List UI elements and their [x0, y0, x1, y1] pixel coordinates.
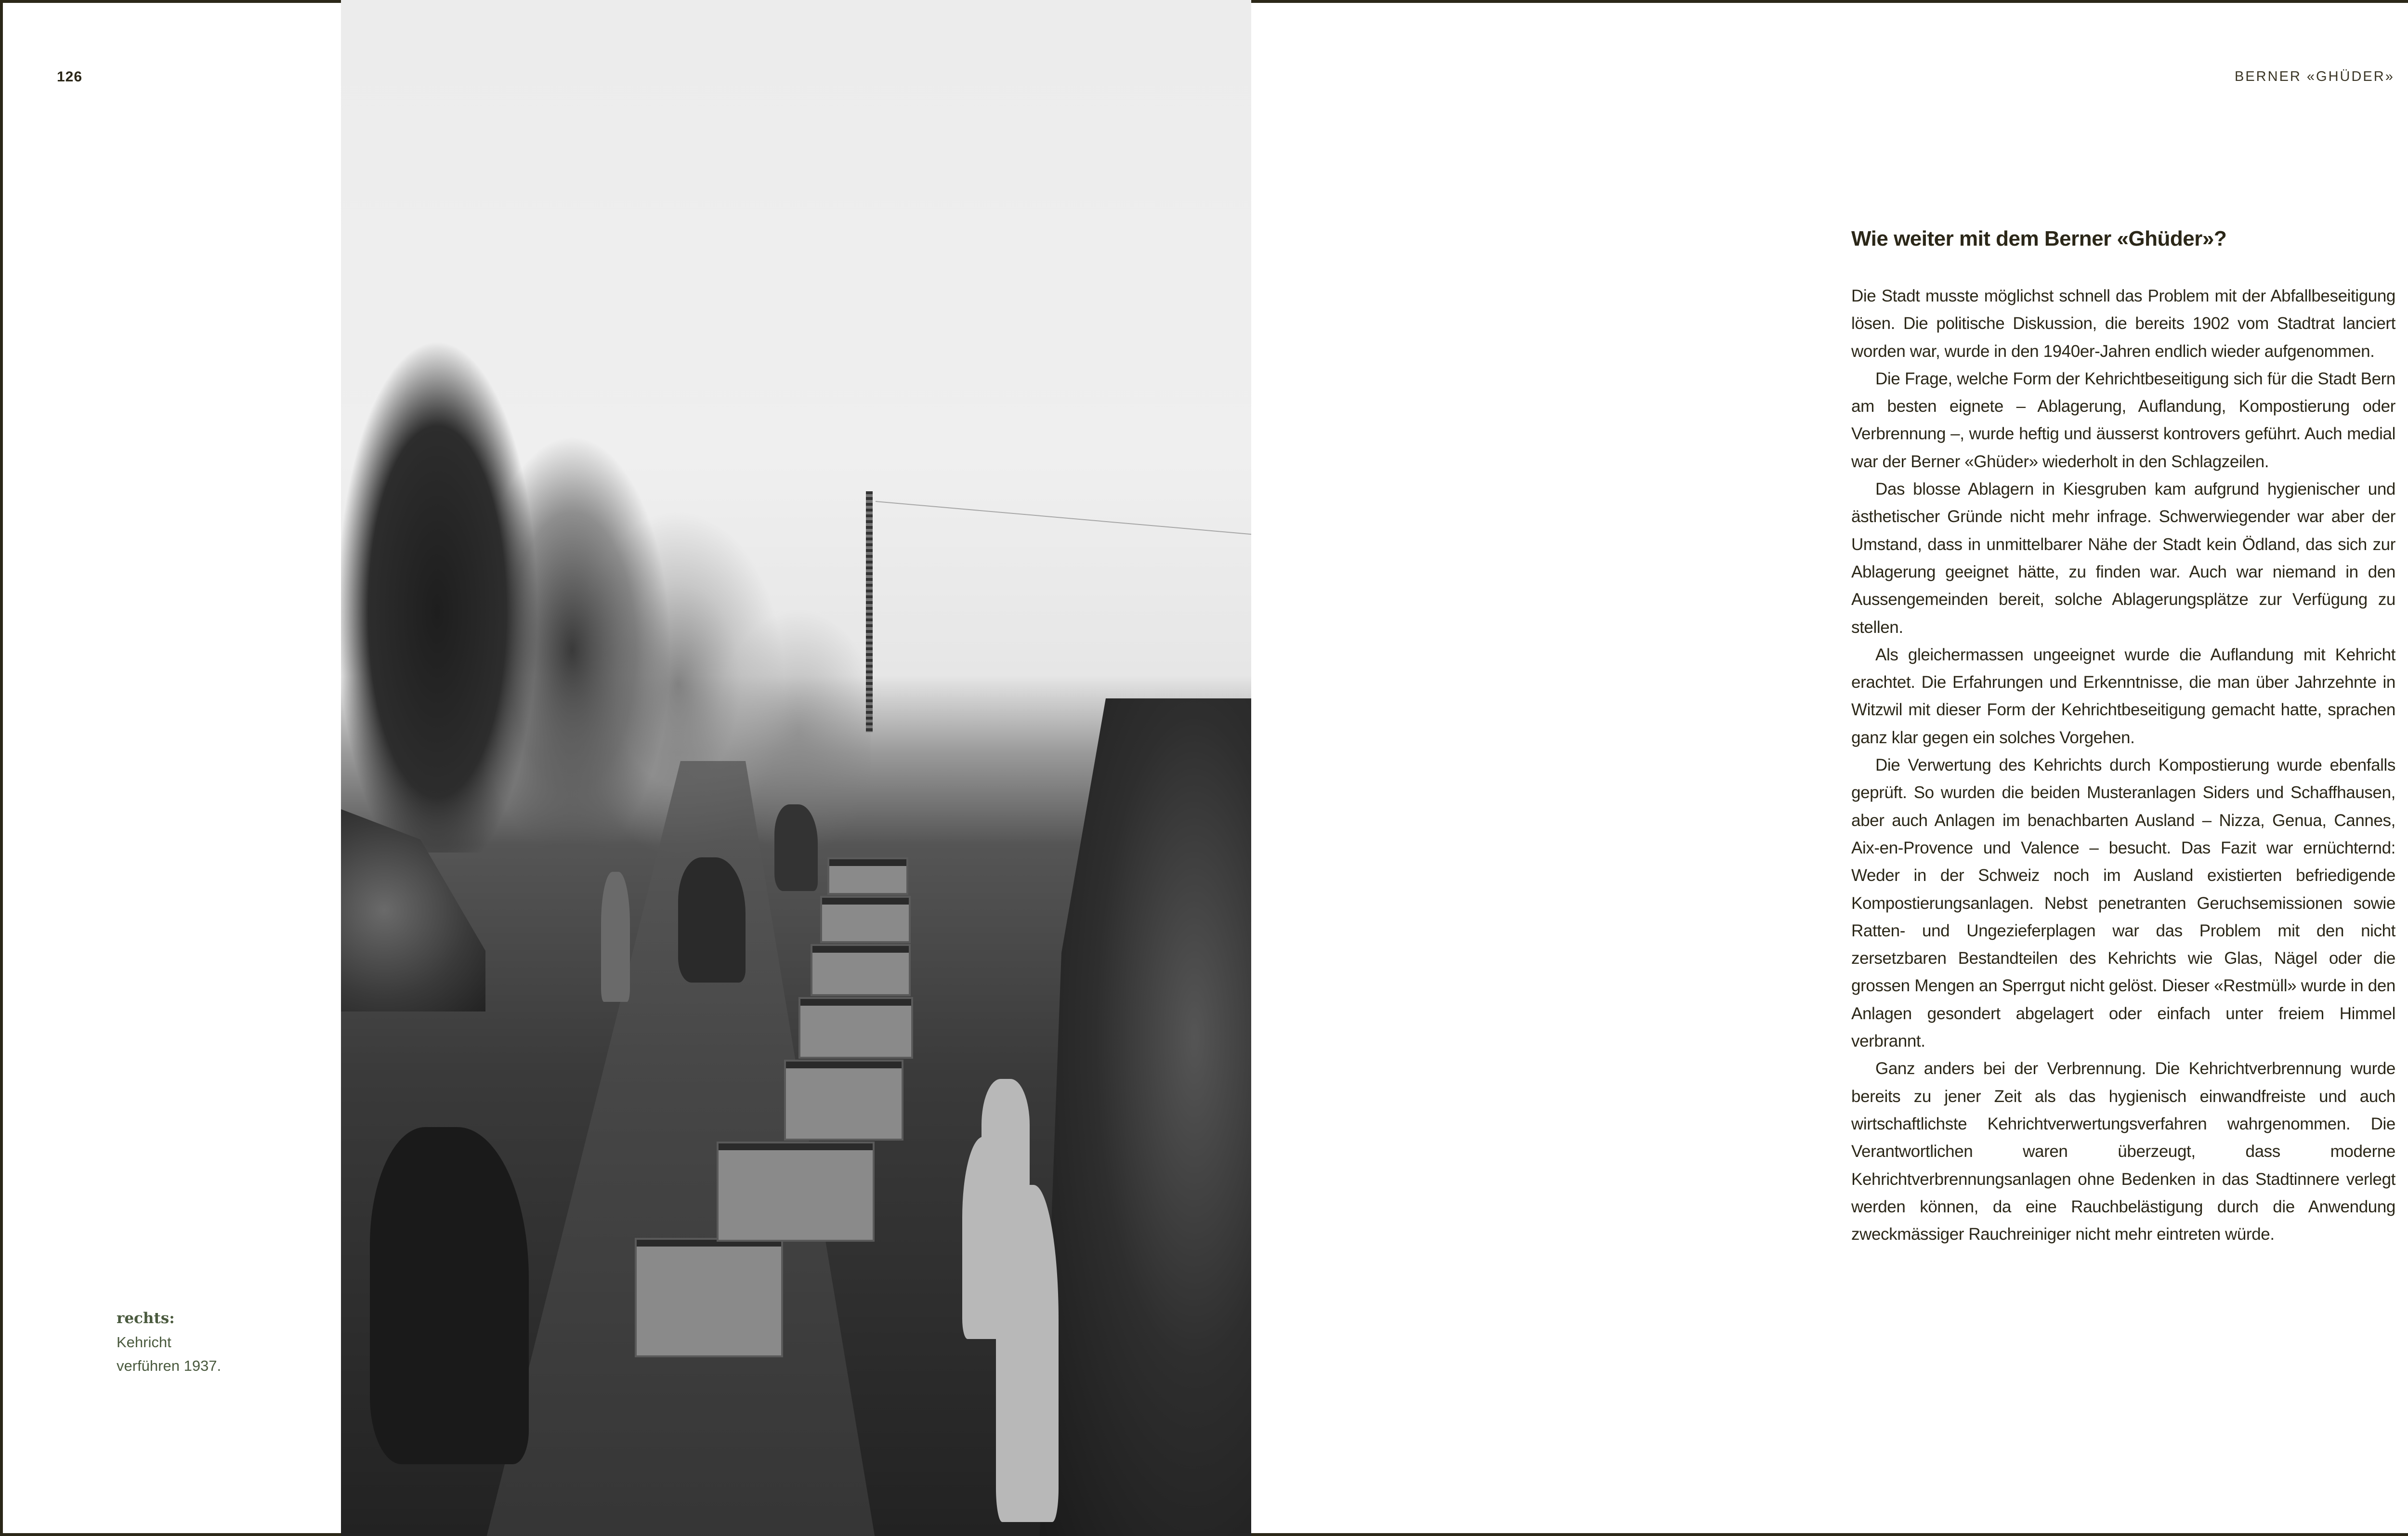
photo-trees [341, 226, 871, 853]
photo-wagon [827, 857, 908, 895]
caption-label: rechts: [117, 1310, 175, 1327]
caption-line: verführen 1937. [117, 1357, 222, 1374]
running-head: BERNER «GHÜDER» [2235, 69, 2395, 84]
photo-wagon [820, 896, 911, 943]
photo-wagon [811, 944, 911, 996]
photo-rubbish-bank [1039, 698, 1251, 1536]
photo-wagon [798, 997, 913, 1059]
article-paragraph: Das blosse Ablagern in Kiesgruben kam aufgrund hygienischer und ästhetischer Gründe nicht mehr infrage. Schwerwiegender war aber der Umstand, dass in unmittelbarer Nähe der Stadt kein Ödland, das sich zur Ablagerung geeignet hätte, zu finden war. Auch war niemand in den Aussengemeinden bereit, solche Ablagerungsplätze zur Verfügung zu stellen. [1851, 480, 2395, 637]
photo-horse [678, 857, 746, 983]
article-paragraph: Ganz anders bei der Verbrennung. Die Kehrichtverbrennung wurde bereits zu jener Zeit als das hygienisch einwandfreiste und auch wirtschaftlichste Kehrichtverwertungsverfahren wahrgenommen. Die Verantwortlichen waren überzeugt, dass moderne Kehrichtverbrennungsanlagen ohne Bedenken in das Stadtinnere verlegt werden können, da eine Rauchbelästigung durch die Anwendung zweckmässiger Rauchreiniger nicht mehr eintreten würde. [1851, 1059, 2395, 1244]
photo-wagon [635, 1238, 783, 1357]
article-paragraph: Die Verwertung des Kehrichts durch Kompostierung wurde ebenfalls geprüft. So wurden die beiden Musteranlagen Siders und Schaffhausen, aber auch Anlagen im benachbarten Ausland – Nizza, Genua, Cannes, Aix-en-Provence und Valence – besucht. Das Fazit war ernüchternd: Weder in der Schweiz noch im Ausland existierten befriedigende Kompostierungsanlagen. Nebst penetranten Geruchsemissionen sowie Ratten- und Ungezieferplagen war das Problem mit den nicht zersetzbaren Bestandteilen des Kehrichts wie Glas, Nägel oder die grossen Mengen an Sperrgut nicht gelöst. Dieser «Restmüll» wurde in den Anlagen gesondert abgelagert oder einfach unter freiem Himmel verbrannt. [1851, 756, 2395, 1051]
page-number-left: 126 [57, 69, 83, 85]
photo-electricity-mast [866, 491, 873, 732]
book-spread [3, 3, 2408, 1533]
article-paragraph: Als gleichermassen ungeeignet wurde die Auflandung mit Kehricht erachtet. Die Erfahrungen und Erkenntnisse, die man über Jahrzehnte in Witzwil mit dieser Form der Kehrichtbeseitigung gemacht hatte, sprachen ganz klar gegen ein solches Vorgehen. [1851, 645, 2395, 747]
photo-horse [774, 804, 818, 891]
photo-wagon [717, 1142, 875, 1242]
photo-wagon [784, 1060, 903, 1141]
article-heading: Wie weiter mit dem Berner «Ghüder»? [1851, 227, 2227, 250]
article-paragraph: Die Frage, welche Form der Kehrichtbeseitigung sich für die Stadt Bern am besten eignete – Ablagerung, Auflandung, Kompostierung oder Verbrennung –, wurde heftig und äusserst kontrovers geführt. Auch medial war der Berner «Ghüder» wiederholt in den Schlagzeilen. [1851, 369, 2395, 471]
article [1851, 225, 2395, 1248]
photo-caption [117, 1307, 221, 1378]
article-paragraph: Die Stadt musste möglichst schnell das Problem mit der Abfallbeseitigung lösen. Die politische Diskussion, die bereits 1902 vom Stadtrat lanciert worden war, wurde in den 1940er-Jahren endlich wieder aufgenommen. [1851, 287, 2395, 361]
photo-power-line [876, 501, 1251, 536]
photo-worker [982, 1079, 1030, 1195]
photo-horse [370, 1127, 529, 1464]
photo-worker [601, 872, 630, 1002]
historical-photo [341, 0, 1251, 1536]
caption-line: Kehricht [117, 1334, 171, 1351]
